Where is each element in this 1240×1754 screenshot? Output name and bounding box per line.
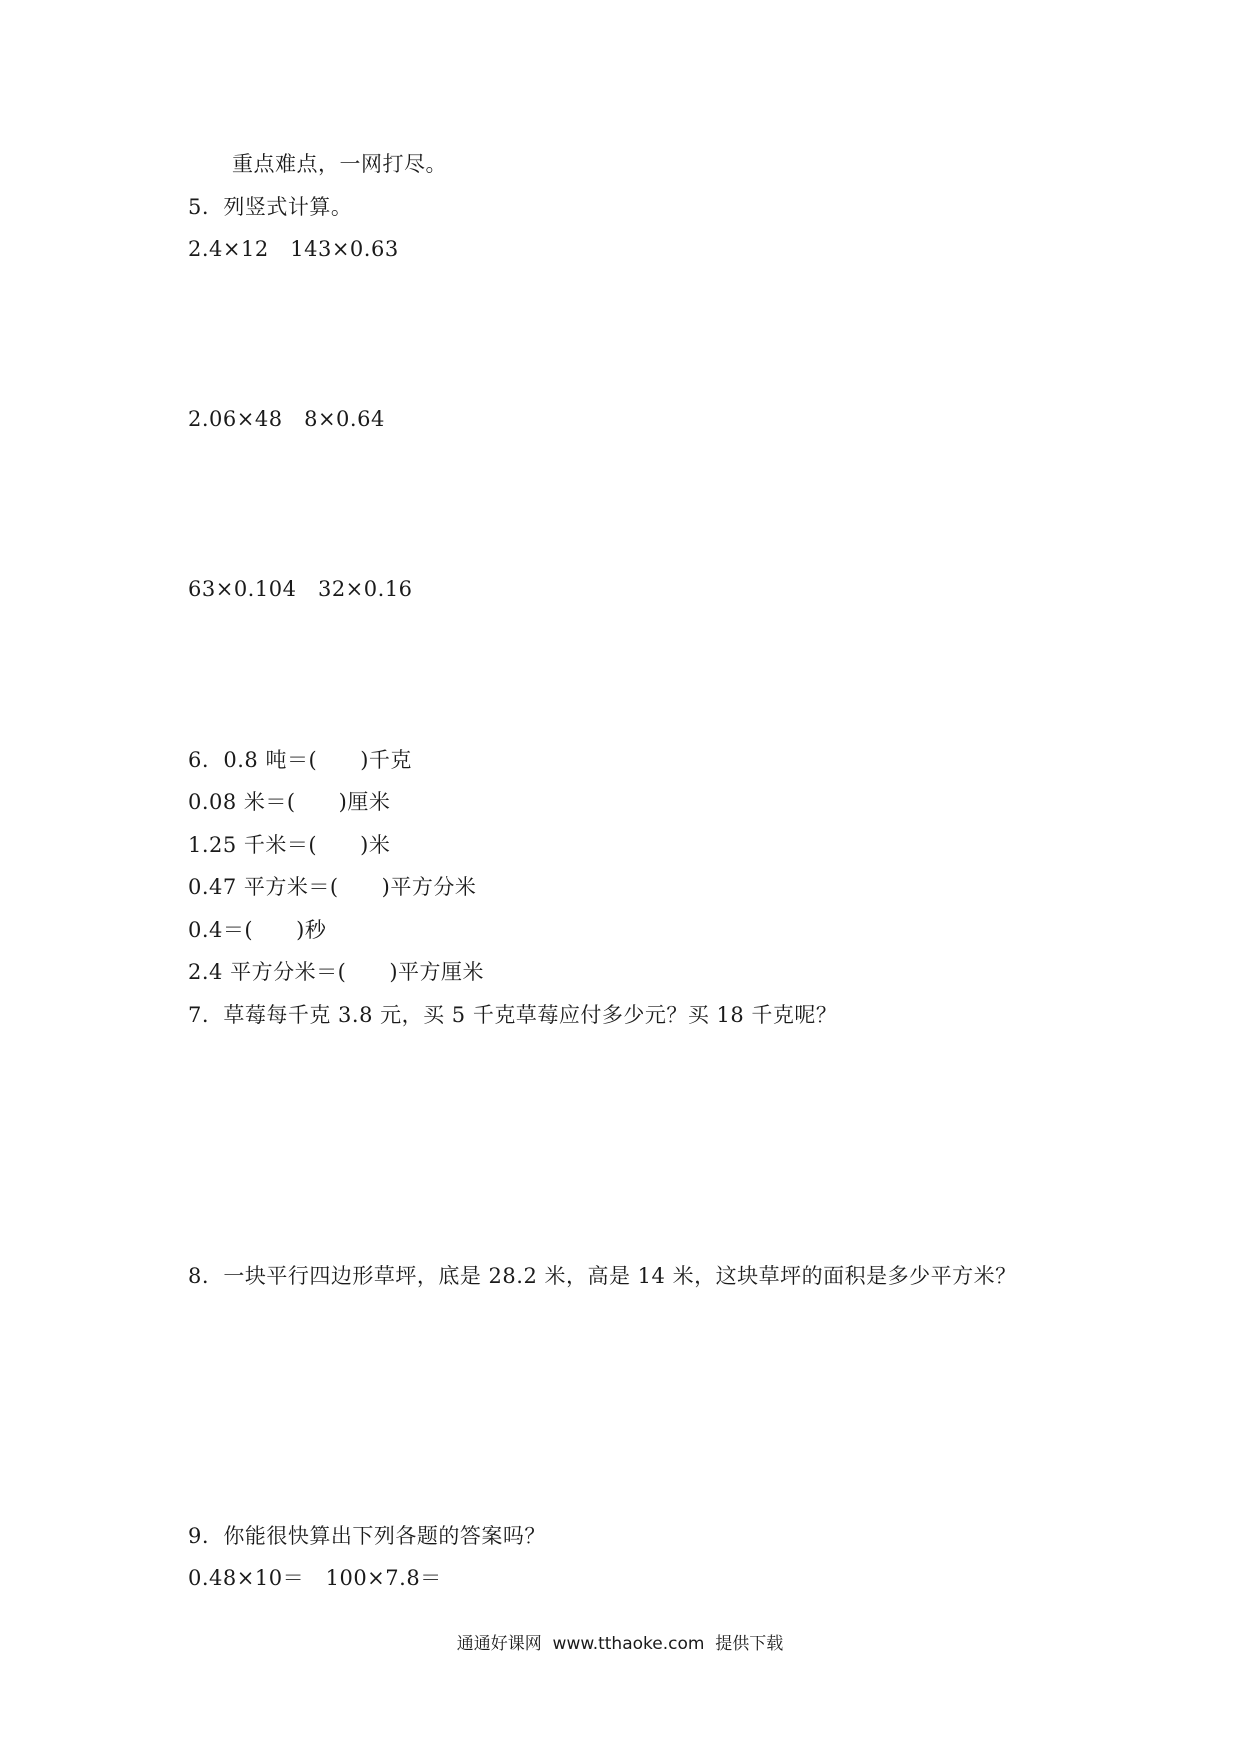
footer-text: 通通好课网 www.tthaoke.com 提供下载 [456, 1634, 784, 1654]
q7-text: 7. 草莓每千克 3.8 元，买 5 千克草莓应付多少元？买 18 千克呢？ [188, 1003, 838, 1027]
q5-row-2: 2.06×48 8×0.64 [188, 407, 385, 431]
q6-line-4: 0.47 平方米＝( )平方分米 [188, 875, 477, 899]
q8-text: 8. 一块平行四边形草坪，底是 28.2 米，高是 14 米，这块草坪的面积是多少平方米？ [188, 1264, 1017, 1288]
q5-row-3: 63×0.104 32×0.16 [188, 577, 413, 601]
q5-row-1: 2.4×12 143×0.63 [188, 237, 399, 261]
q6-line-1: 6. 0.8 吨＝( )千克 [188, 748, 412, 772]
intro-text: 重点难点，一网打尽。 [232, 152, 447, 176]
q9-row: 0.48×10＝ 100×7.8＝ [188, 1566, 442, 1590]
q9-title: 9. 你能很快算出下列各题的答案吗？ [188, 1524, 546, 1548]
q6-line-5: 0.4＝( )秒 [188, 918, 327, 942]
q6-line-6: 2.4 平方分米＝( )平方厘米 [188, 960, 485, 984]
q6-line-2: 0.08 米＝( )厘米 [188, 790, 391, 814]
q6-line-3: 1.25 千米＝( )米 [188, 833, 391, 857]
q5-title: 5. 列竖式计算。 [188, 195, 353, 219]
